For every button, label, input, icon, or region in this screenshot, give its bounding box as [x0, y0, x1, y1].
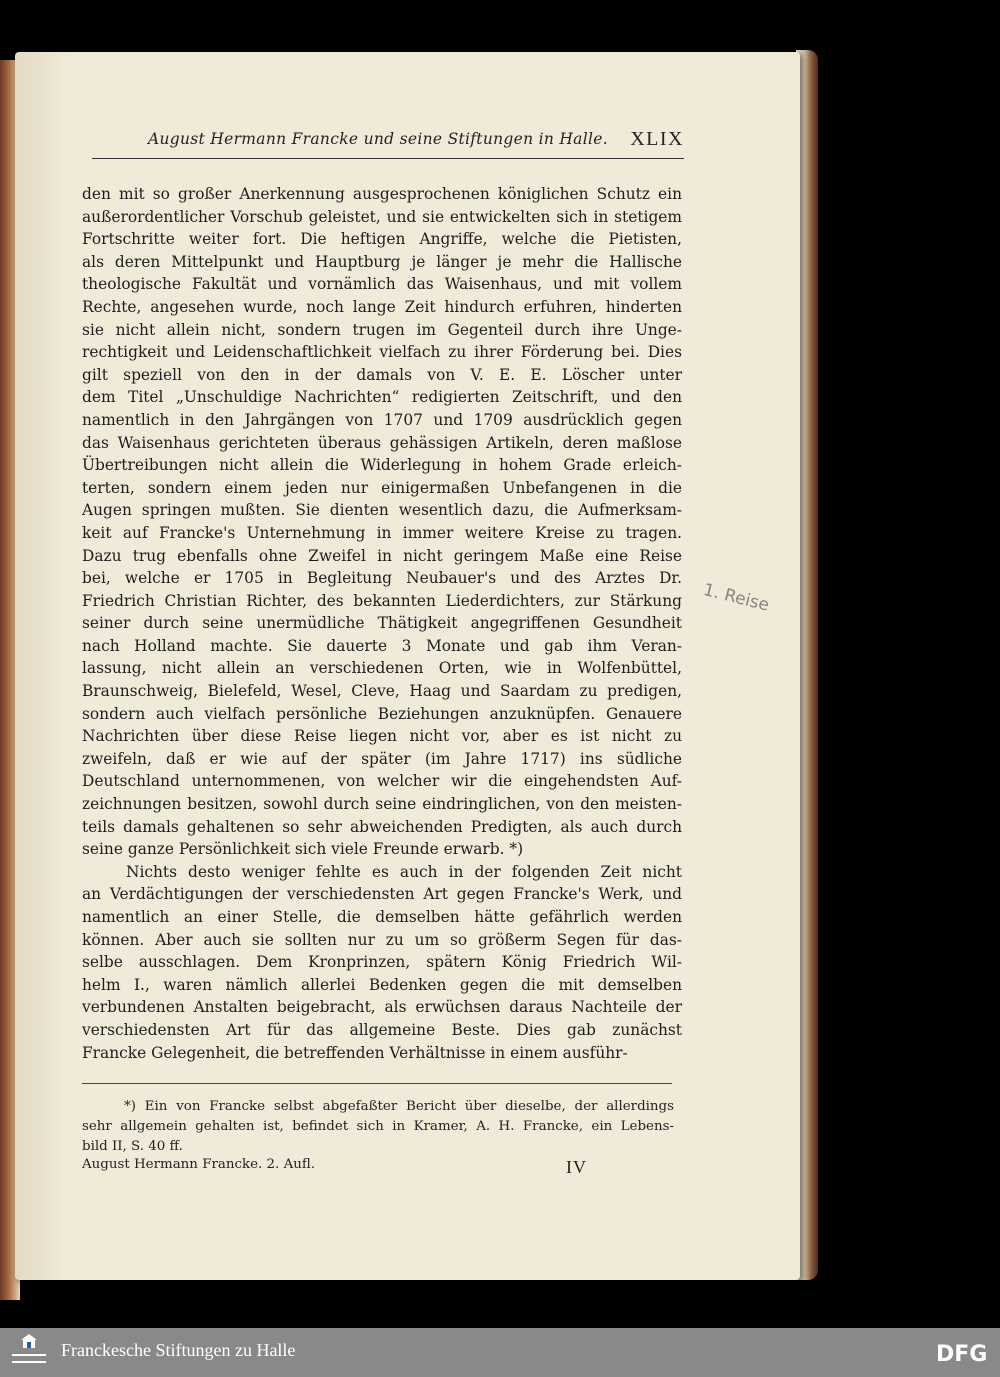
text-line: sie nicht allein nicht, sondern trugen im Gegenteil durch ihre Unge- [82, 320, 682, 339]
text-line: namentlich in den Jahrgängen von 1707 und 1709 ausdrücklich gegen [82, 410, 682, 429]
text-line: seiner durch seine unermüdliche Thätigkeit angegriffenen Gesundheit [82, 614, 682, 633]
text-line: Dazu trug ebenfalls ohne Zweifel in nicht geringem Maße eine Reise [82, 546, 682, 565]
text-line: rechtigkeit und Leidenschaftlichkeit vielfach zu ihrer Förderung bei. Dies [82, 343, 682, 362]
text-line: Rechte, angesehen wurde, noch lange Zeit hindurch erfuhren, hinderten [82, 297, 682, 316]
text-line: Deutschland unternommenen, von welcher wir die eingehendsten Auf- [82, 772, 682, 791]
text-line: sondern auch vielfach persönliche Beziehungen anzuknüpfen. Genauere [82, 704, 682, 723]
text-line: den mit so großer Anerkennung ausgesprochenen königlichen Schutz ein [82, 185, 682, 203]
dfg-logo-icon[interactable] [936, 1342, 992, 1364]
text-line: Augen springen mußten. Sie dienten wesentlich dazu, die Aufmerksam- [82, 501, 682, 520]
text-line: bei, welche er 1705 in Begleitung Neubauer's und des Arztes Dr. [82, 569, 682, 588]
text-line: Übertreibungen nicht allein die Widerlegung in hohem Grade erleich- [82, 456, 682, 475]
page-number: XLIX [630, 128, 684, 150]
text-line: gilt speziell von den in der damals von V. E. E. Löscher unter [82, 365, 682, 384]
sheet-signature: August Hermann Francke. 2. Aufl. [82, 1157, 316, 1172]
text-line: an Verdächtigungen der verschiedensten Art gegen Francke's Werk, und [82, 885, 682, 904]
running-head [148, 128, 684, 149]
text-line: Nichts desto weniger fehlte es auch in der folgenden Zeit nicht [126, 862, 682, 881]
footnote-line: *) Ein von Francke selbst abgefaßter Bericht über dieselbe, der allerdings [124, 1099, 674, 1114]
footnote-line: sehr allgemein gehalten ist, befindet sich in Kramer, A. H. Francke, ein Lebens- [82, 1119, 674, 1134]
handwritten-margin-note: 1. Reise [701, 580, 772, 616]
header-rule [92, 158, 684, 159]
text-line: können. Aber auch sie sollten nur zu um so größerm Segen für das- [82, 930, 682, 949]
text-line: dem Titel „Unschuldige Nachrichten“ redigierten Zeitschrift, und den [82, 388, 682, 407]
footnote-rule [82, 1083, 672, 1084]
body-text [82, 183, 682, 1064]
text-line: außerordentlicher Vorschub geleistet, und sie entwickelten sich in stetigem [82, 207, 682, 226]
dfg-logo-text: DFG [936, 1342, 988, 1364]
text-line: verbundenen Anstalten beigebracht, als erwüchsen daraus Nachteile der [82, 998, 682, 1017]
text-line: namentlich an einer Stelle, die demselben hätte gefährlich werden [82, 908, 682, 926]
text-line: helm I., waren nämlich allerlei Bedenken gegen die mit demselben [82, 975, 682, 994]
text-line: seine ganze Persönlichkeit sich viele Freunde erwarb. *) [82, 840, 524, 859]
footnote [82, 1097, 674, 1157]
text-line: als deren Mittelpunkt und Hauptburg je länger je mehr die Hallische [82, 252, 682, 271]
sheet-signature-mark: IV [566, 1157, 587, 1177]
text-line: Fortschritte weiter fort. Die heftigen Angriffe, welche die Pietisten, [82, 230, 682, 249]
text-line: selbe ausschlagen. Dem Kronprinzen, spätern König Friedrich Wil- [82, 953, 682, 972]
running-head-title: August Hermann Francke und seine Stiftungen in Halle. [148, 130, 608, 148]
footer-institution-title[interactable]: Franckesche Stiftungen zu Halle [61, 1340, 296, 1360]
text-line: verschiedensten Art für das allgemeine Beste. Dies gab zunächst [82, 1020, 682, 1039]
text-line: Nachrichten über diese Reise liegen nicht vor, aber es ist nicht zu [82, 727, 682, 746]
text-line: keit auf Francke's Unternehmung in immer weitere Kreise zu tragen. [82, 523, 682, 542]
text-line: teils damals gehaltenen so sehr abweichenden Predigten, als auch durch [82, 817, 682, 836]
text-line: terten, sondern einem jeden nur einigermaßen Unbefangenen in die [82, 478, 682, 497]
viewer-footer [0, 1328, 1000, 1377]
text-line: das Waisenhaus gerichteten überaus gehässigen Artikeln, deren maßlose [82, 433, 682, 452]
text-line: nach Holland machte. Sie dauerte 3 Monate und gab ihm Veran- [82, 636, 682, 655]
text-line: zeichnungen besitzen, sowohl durch seine eindringlichen, von den meisten- [82, 795, 682, 814]
text-line: Francke Gelegenheit, die betreffenden Verhältnisse in einem ausführ- [82, 1043, 628, 1062]
text-line: zweifeln, daß er wie auf der später (im Jahre 1717) ins südliche [82, 749, 682, 768]
text-line: Braunschweig, Bielefeld, Wesel, Cleve, Haag und Saardam zu predigen, [82, 682, 682, 701]
text-line: theologische Fakultät und vornämlich das Waisenhaus, und mit vollem [82, 275, 682, 294]
text-line: Friedrich Christian Richter, des bekannten Liederdichters, zur Stärkung [82, 591, 682, 610]
footnote-line: bild II, S. 40 ff. [82, 1139, 183, 1154]
text-line: lassung, nicht allein an verschiedenen Orten, wie in Wolfenbüttel, [82, 659, 682, 678]
stiftungen-logo-icon [8, 1332, 50, 1374]
